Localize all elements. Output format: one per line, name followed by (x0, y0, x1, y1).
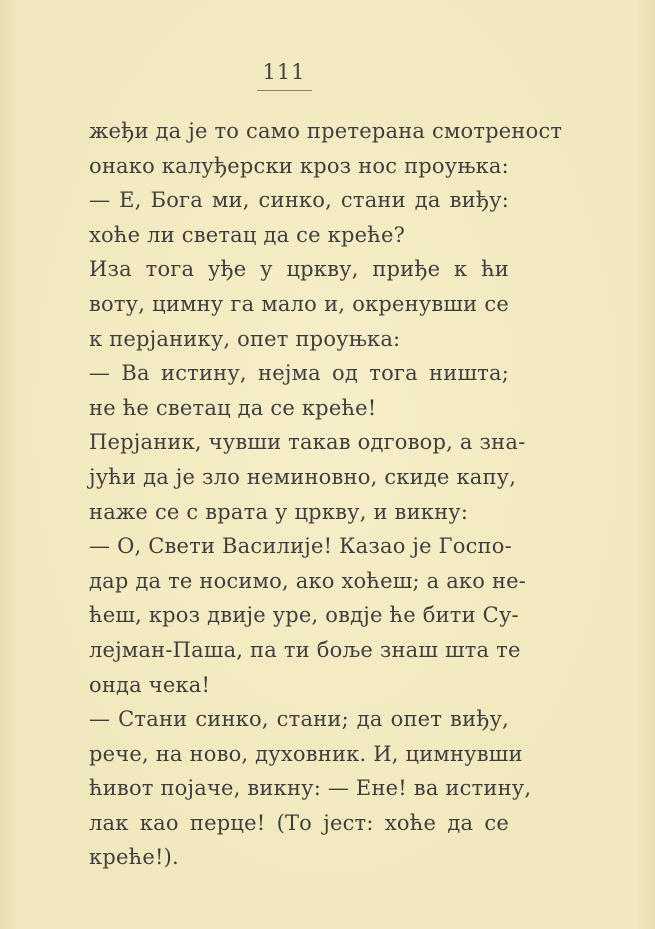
page-number: 111 (262, 60, 306, 84)
text-line: жеђи да је то само претерана смотреност (89, 119, 563, 143)
text-line: лејман-Паша, па ти боље знаш шта те (89, 637, 521, 662)
text-line: воту, цимну га мало и, окренувши се (89, 291, 509, 316)
body-text (89, 114, 563, 875)
text-line: к перјанику, опет проуњка: (89, 326, 401, 351)
text-line: лак као перце! (То јест: хоће да се (89, 810, 509, 835)
text-line: Перјаник, чувши такав одговор, а зна- (89, 430, 526, 455)
text-line: — Ва истину, нејма од тога ништа; (89, 361, 509, 386)
text-line: наже се с врата у цркву, и викну: (89, 499, 469, 524)
text-line: онда чека! (89, 672, 211, 697)
page-number-rule (257, 90, 312, 91)
text-line: хоће ли светац да се креће? (89, 222, 406, 247)
text-line: ћеш, кроз двије уре, овдје ће бити Су- (89, 603, 519, 628)
text-line: дар да те носимо, ако хоћеш; а ако не- (89, 568, 527, 593)
text-line: онако калуђерски кроз нос проуњка: (89, 153, 509, 178)
text-line: не ће светац да се креће! (89, 395, 377, 420)
text-line: — О, Свети Василије! Казао је Госпо- (89, 534, 512, 559)
text-line: креће!). (89, 845, 179, 870)
text-line: рече, на ново, духовник. И, цимнувши (89, 741, 523, 766)
text-line: — Е, Бога ми, синко, стани да виђу: (89, 188, 509, 213)
text-line: ћивот појаче, викну: — Ене! ва истину, (89, 776, 532, 801)
text-line: јући да је зло неминовно, скиде капу, (89, 464, 517, 489)
text-line: Иза тога уђе у цркву, приђе к ћи (89, 257, 509, 282)
text-line: — Стани синко, стани; да опет виђу, (89, 707, 509, 732)
